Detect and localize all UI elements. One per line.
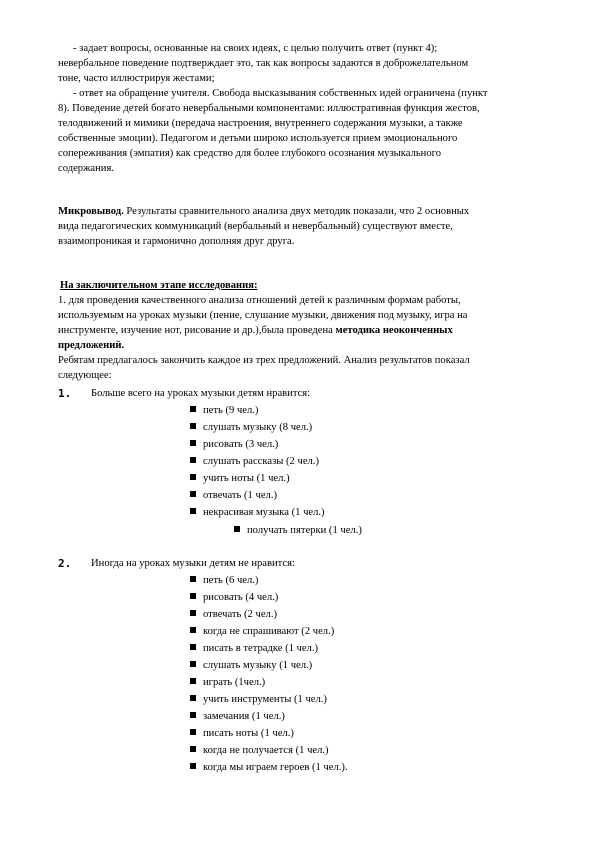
method-name: методика неоконченных [335,325,453,336]
method-name-cont: предложений. [58,340,125,351]
list-item: слушать музыку (8 чел.) [190,421,312,435]
list-item: учить ноты (1 чел.) [190,472,290,486]
square-bullet-icon [190,746,196,752]
list-item: отвечать (2 чел.) [190,608,277,622]
square-bullet-icon [190,423,196,429]
list-item: рисовать (3 чел.) [190,438,278,452]
list-item: когда не спрашивают (2 чел.) [190,625,334,639]
list-item: писать ноты (1 чел.) [190,727,294,741]
list2-number: 2. [58,557,72,570]
square-bullet-icon [190,627,196,633]
list-item: замечания (1 чел.) [190,710,285,724]
square-bullet-icon [190,695,196,701]
list1-number: 1. [58,387,72,400]
paragraph-line: собственные эмоции). Педагогом и детьми широко используется прием эмоционального [58,133,458,144]
square-bullet-icon [190,610,196,616]
microconclusion-line: вида педагогических коммуникаций (вербальный и невербальный) существуют вместе, [58,221,453,232]
paragraph-line: содержания. [58,163,114,174]
final-stage-heading: На заключительном этапе исследования: [60,280,258,291]
paragraph-line: невербальное поведение подтверждает это, так как вопросы задаются в доброжелательном [58,58,469,69]
final-stage-line: следующее: [58,370,112,381]
paragraph-line: тоне, часто иллюстрируя жестами; [58,73,215,84]
square-bullet-icon [190,474,196,480]
list-item: когда не получается (1 чел.) [190,744,329,758]
square-bullet-icon [234,526,240,532]
list-item: когда мы играем героев (1 чел.). [190,761,348,775]
final-stage-line: Ребятам предлагалось закончить каждое из трех предложений. Анализ результатов показал [58,355,470,366]
list-item: рисовать (4 чел.) [190,591,278,605]
microconclusion-text: Результаты сравнительного анализа двух методик показали, что 2 основных [123,206,470,217]
list-item: писать в тетрадке (1 чел.) [190,642,318,656]
paragraph-line: - задает вопросы, основанные на своих идеях, с целью получить ответ (пункт 4); [73,43,438,54]
list-item: слушать рассказы (2 чел.) [190,455,319,469]
list-item: отвечать (1 чел.) [190,489,277,503]
list1-heading: Больше всего на уроках музыки детям нравится: [91,388,311,399]
square-bullet-icon [190,712,196,718]
microconclusion-line [58,205,469,219]
square-bullet-icon [190,729,196,735]
paragraph-line: сопереживания (эмпатия) как средство для более глубокого осознания музыкального [58,148,442,159]
square-bullet-icon [190,678,196,684]
square-bullet-icon [190,593,196,599]
square-bullet-icon [190,763,196,769]
square-bullet-icon [190,661,196,667]
final-stage-line: 1. для проведения качественного анализа отношений детей к различным формам работы, [58,295,461,306]
final-stage-line: используемым на уроках музыки (пение, слушание музыки, движения под музыку, игра на [58,310,468,321]
square-bullet-icon [190,491,196,497]
microconclusion-label: Микровывод. [58,206,124,217]
list-item: получать пятерки (1 чел.) [234,524,362,538]
square-bullet-icon [190,644,196,650]
list2-heading: Иногда на уроках музыки детям не нравится: [91,558,295,569]
list-item: петь (6 чел.) [190,574,258,588]
list-item: учить инструменты (1 чел.) [190,693,327,707]
paragraph-line: 8). Поведение детей богато невербальными компонентами: иллюстративная функция жестов, [58,103,480,114]
list-item: играть (1чел.) [190,676,265,690]
list-item: некрасивая музыка (1 чел.) [190,506,325,520]
paragraph-line: - ответ на обращение учителя. Свобода высказывания собственных идей ограничена (пункт [73,88,488,99]
final-stage-line [58,324,453,338]
square-bullet-icon [190,508,196,514]
square-bullet-icon [190,440,196,446]
list-item: петь (9 чел.) [190,404,258,418]
square-bullet-icon [190,457,196,463]
final-stage-text: инструменте, изучение нот, рисование и др.),была проведена [58,325,336,336]
square-bullet-icon [190,576,196,582]
list-item: слушать музыку (1 чел.) [190,659,312,673]
paragraph-line: телодвижений и мимики (передача настроения, внутреннего содержания музыки, а также [58,118,463,129]
square-bullet-icon [190,406,196,412]
microconclusion-line: взаимопроникая и гармонично дополняя друг друга. [58,236,295,247]
